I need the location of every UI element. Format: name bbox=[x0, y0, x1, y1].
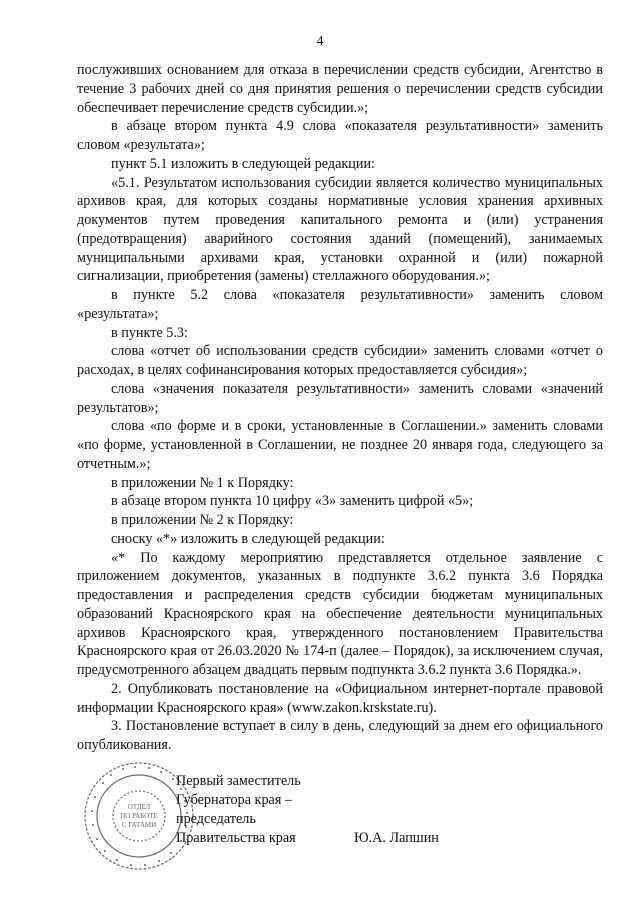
paragraph-4: «5.1. Результатом использования субсидии является количество муниципальных архивов края, для которых созданы нормативные условия хранения архивных документов путем проведения капитального ремонта и (или) устранения (предотвращения) аварийного состояния зданий (помещений), занимаемых муниципальными архивами края, установки охранной и (или) пожарной сигнализации, приобретения (замены) стеллажного оборудования.»; bbox=[77, 174, 603, 285]
signatory-title-line-3: председатель bbox=[176, 811, 256, 827]
paragraph-1: послуживших основанием для отказа в перечислении средств субсидии, Агентство в течение 3 рабочих дней со дня принятия решения о перечислении средств субсидии обеспечивает перечисление средств субсидии.»; bbox=[77, 62, 603, 116]
paragraph-16: 3. Постановление вступает в силу в день, следующий за днем его официального опубликования. bbox=[77, 718, 603, 753]
paragraph-13: сноску «*» изложить в следующей редакции: bbox=[111, 530, 385, 547]
signatory-title bbox=[176, 772, 301, 848]
paragraph-11: в абзаце втором пункта 10 цифру «3» заменить цифрой «5»; bbox=[111, 493, 474, 510]
signatory-title-line-1: Первый заместитель bbox=[176, 773, 301, 789]
seal-center-line-3: С ГАТАМИ bbox=[121, 821, 157, 829]
paragraph-7: слова «отчет об использовании средств субсидии» заменить словами «отчет о расходах, в целях софинансирования которых предоставляется субсидия»; bbox=[77, 343, 603, 378]
signature-section bbox=[0, 760, 640, 890]
paragraph-10: в приложении № 1 к Порядку: bbox=[111, 474, 294, 491]
paragraph-15: 2. Опубликовать постановление на «Официальном интернет-портале правовой информации Красноярского края» (www.zakon.krskstate.ru). bbox=[77, 680, 603, 716]
paragraph-9: слова «по форме и в сроки, установленные в Соглашении.» заменить словами «по форме, установленной в Соглашении, не позднее 20 января года, следующего за отчетным.»; bbox=[77, 418, 603, 472]
signatory-name: Ю.А. Лапшин bbox=[354, 830, 439, 846]
paragraph-12: в приложении № 2 к Порядку: bbox=[111, 512, 294, 528]
paragraph-14: «* По каждому мероприятию представляется отдельное заявление с приложением документов, указанных в подпункте 3.6.2 пункта 3.6 Порядка предоставления и распределения средств субсидии бюджетам муниципальных образований Красноярского края на обеспечение деятельности муниципальных архивов Красноярского края, утвержденного постановлением Правительства Красноярского края от 26.03.2020 № 174-п (далее – Порядок), за исключением случая, предусмотренного абзацем двадцать первым подпункта 3.6.2 пункта 3.6 Порядка.». bbox=[77, 549, 603, 678]
document-body bbox=[77, 61, 603, 755]
paragraph-6: в пункте 5.3: bbox=[111, 324, 188, 341]
paragraph-3: пункт 5.1 изложить в следующей редакции: bbox=[111, 155, 375, 172]
seal-center-line-1: ОТДЕЛ bbox=[127, 803, 151, 811]
page-number: 4 bbox=[316, 34, 324, 49]
paragraph-2: в абзаце втором пункта 4.9 слова «показателя результативности» заменить словом «результата»; bbox=[77, 118, 603, 153]
signatory-title-line-4: Правительства края bbox=[176, 830, 296, 846]
seal-center-line-2: ПО РАБОТЕ bbox=[120, 812, 158, 820]
paragraph-8: слова «значения показателя результативности» заменить словами «значений результатов»; bbox=[77, 380, 603, 416]
signatory-title-line-2: Губернатора края – bbox=[176, 792, 293, 808]
paragraph-5: в пункте 5.2 слова «показателя результативности» заменить словом «результата»; bbox=[77, 287, 603, 322]
